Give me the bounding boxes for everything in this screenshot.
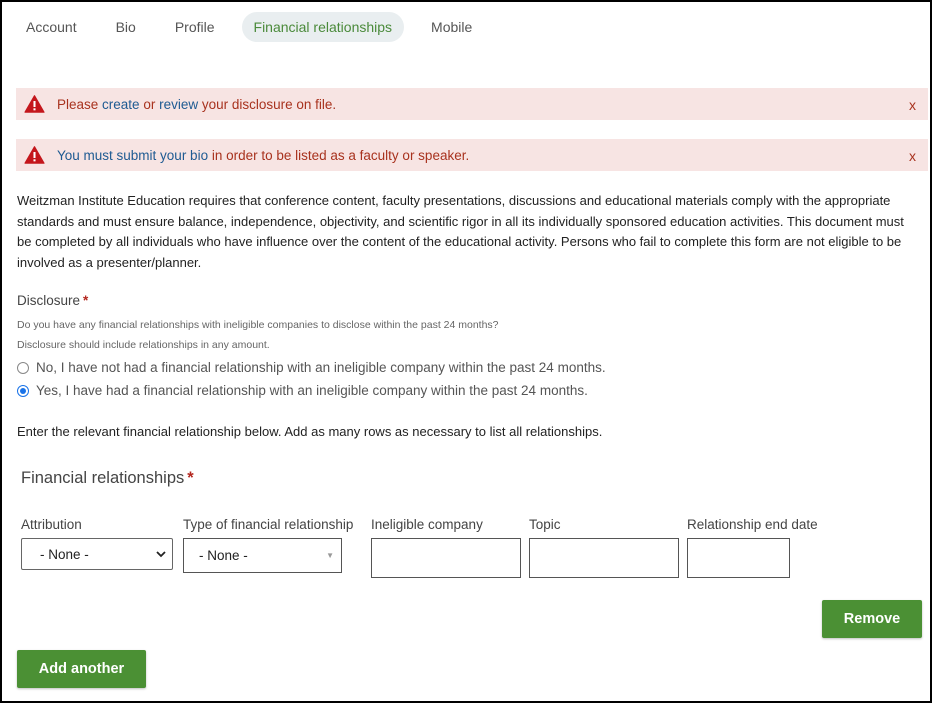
close-alert-button[interactable]: x: [909, 97, 916, 113]
create-link[interactable]: create: [102, 96, 140, 112]
radio-yes[interactable]: [17, 385, 29, 397]
review-link[interactable]: review: [159, 96, 199, 112]
end-date-input[interactable]: [687, 538, 790, 578]
relationship-type-select[interactable]: - None - ▼: [183, 538, 342, 573]
section-title: Financial relationships *: [21, 469, 194, 487]
alert-disclosure: [16, 88, 928, 120]
attribution-select[interactable]: - None -: [21, 538, 173, 570]
tab-bar: [14, 11, 499, 43]
required-mark: *: [187, 469, 194, 487]
dropdown-arrow-icon: ▼: [326, 551, 334, 560]
warning-icon: [24, 95, 45, 113]
ineligible-company-input[interactable]: [371, 538, 521, 578]
intro-paragraph: Weitzman Institute Education requires that conference content, faculty presentations, discussions and educational materials comply with the appropriate standards and must ensure balance, independence, objectivity, and scientific rigor in all its individually sponsored education activities. This document must be completed by all individuals who have influence over the content of the educational activity. Persons who fail to complete this form are not eligible to be involved as a presenter/planner.: [17, 193, 904, 270]
disclosure-help-2: Disclosure should include relationships in any amount.: [17, 339, 270, 351]
remove-button[interactable]: Remove: [822, 600, 922, 638]
submit-bio-link[interactable]: You must submit your bio: [57, 147, 209, 163]
alert-text: You must submit your bio in order to be listed as a faculty or speaker.: [57, 147, 470, 163]
alert-bio: [16, 139, 928, 171]
chevron-down-icon: [155, 548, 167, 560]
tab-profile[interactable]: Profile: [174, 19, 215, 35]
instructions-text: Enter the relevant financial relationship below. Add as many rows as necessary to list all relationships.: [17, 424, 603, 439]
close-alert-button[interactable]: x: [909, 148, 916, 164]
tab-financial-relationships[interactable]: Financial relationships: [242, 12, 405, 42]
column-company: Ineligible company: [371, 517, 483, 532]
warning-icon: [24, 146, 45, 164]
disclosure-label: Disclosure *: [17, 293, 89, 308]
column-attribution: Attribution: [21, 517, 82, 532]
column-topic: Topic: [529, 517, 561, 532]
disclosure-help-1: Do you have any financial relationships with ineligible companies to disclose within the past 24 months?: [17, 319, 499, 331]
alert-text: Please create or review your disclosure on file.: [57, 96, 337, 112]
add-another-button[interactable]: Add another: [17, 650, 146, 688]
topic-input[interactable]: [529, 538, 679, 578]
tab-bio[interactable]: Bio: [115, 19, 136, 35]
required-mark: *: [83, 293, 89, 308]
tab-account[interactable]: Account: [26, 19, 77, 35]
column-type: Type of financial relationship: [183, 517, 354, 532]
radio-no[interactable]: [17, 362, 29, 374]
disclosure-option-yes[interactable]: Yes, I have had a financial relationship with an ineligible company within the past 24 months.: [17, 383, 588, 398]
disclosure-option-no[interactable]: No, I have not had a financial relationship with an ineligible company within the past 24 months.: [17, 360, 606, 375]
tab-mobile[interactable]: Mobile: [431, 19, 473, 35]
column-end-date: Relationship end date: [687, 517, 818, 532]
